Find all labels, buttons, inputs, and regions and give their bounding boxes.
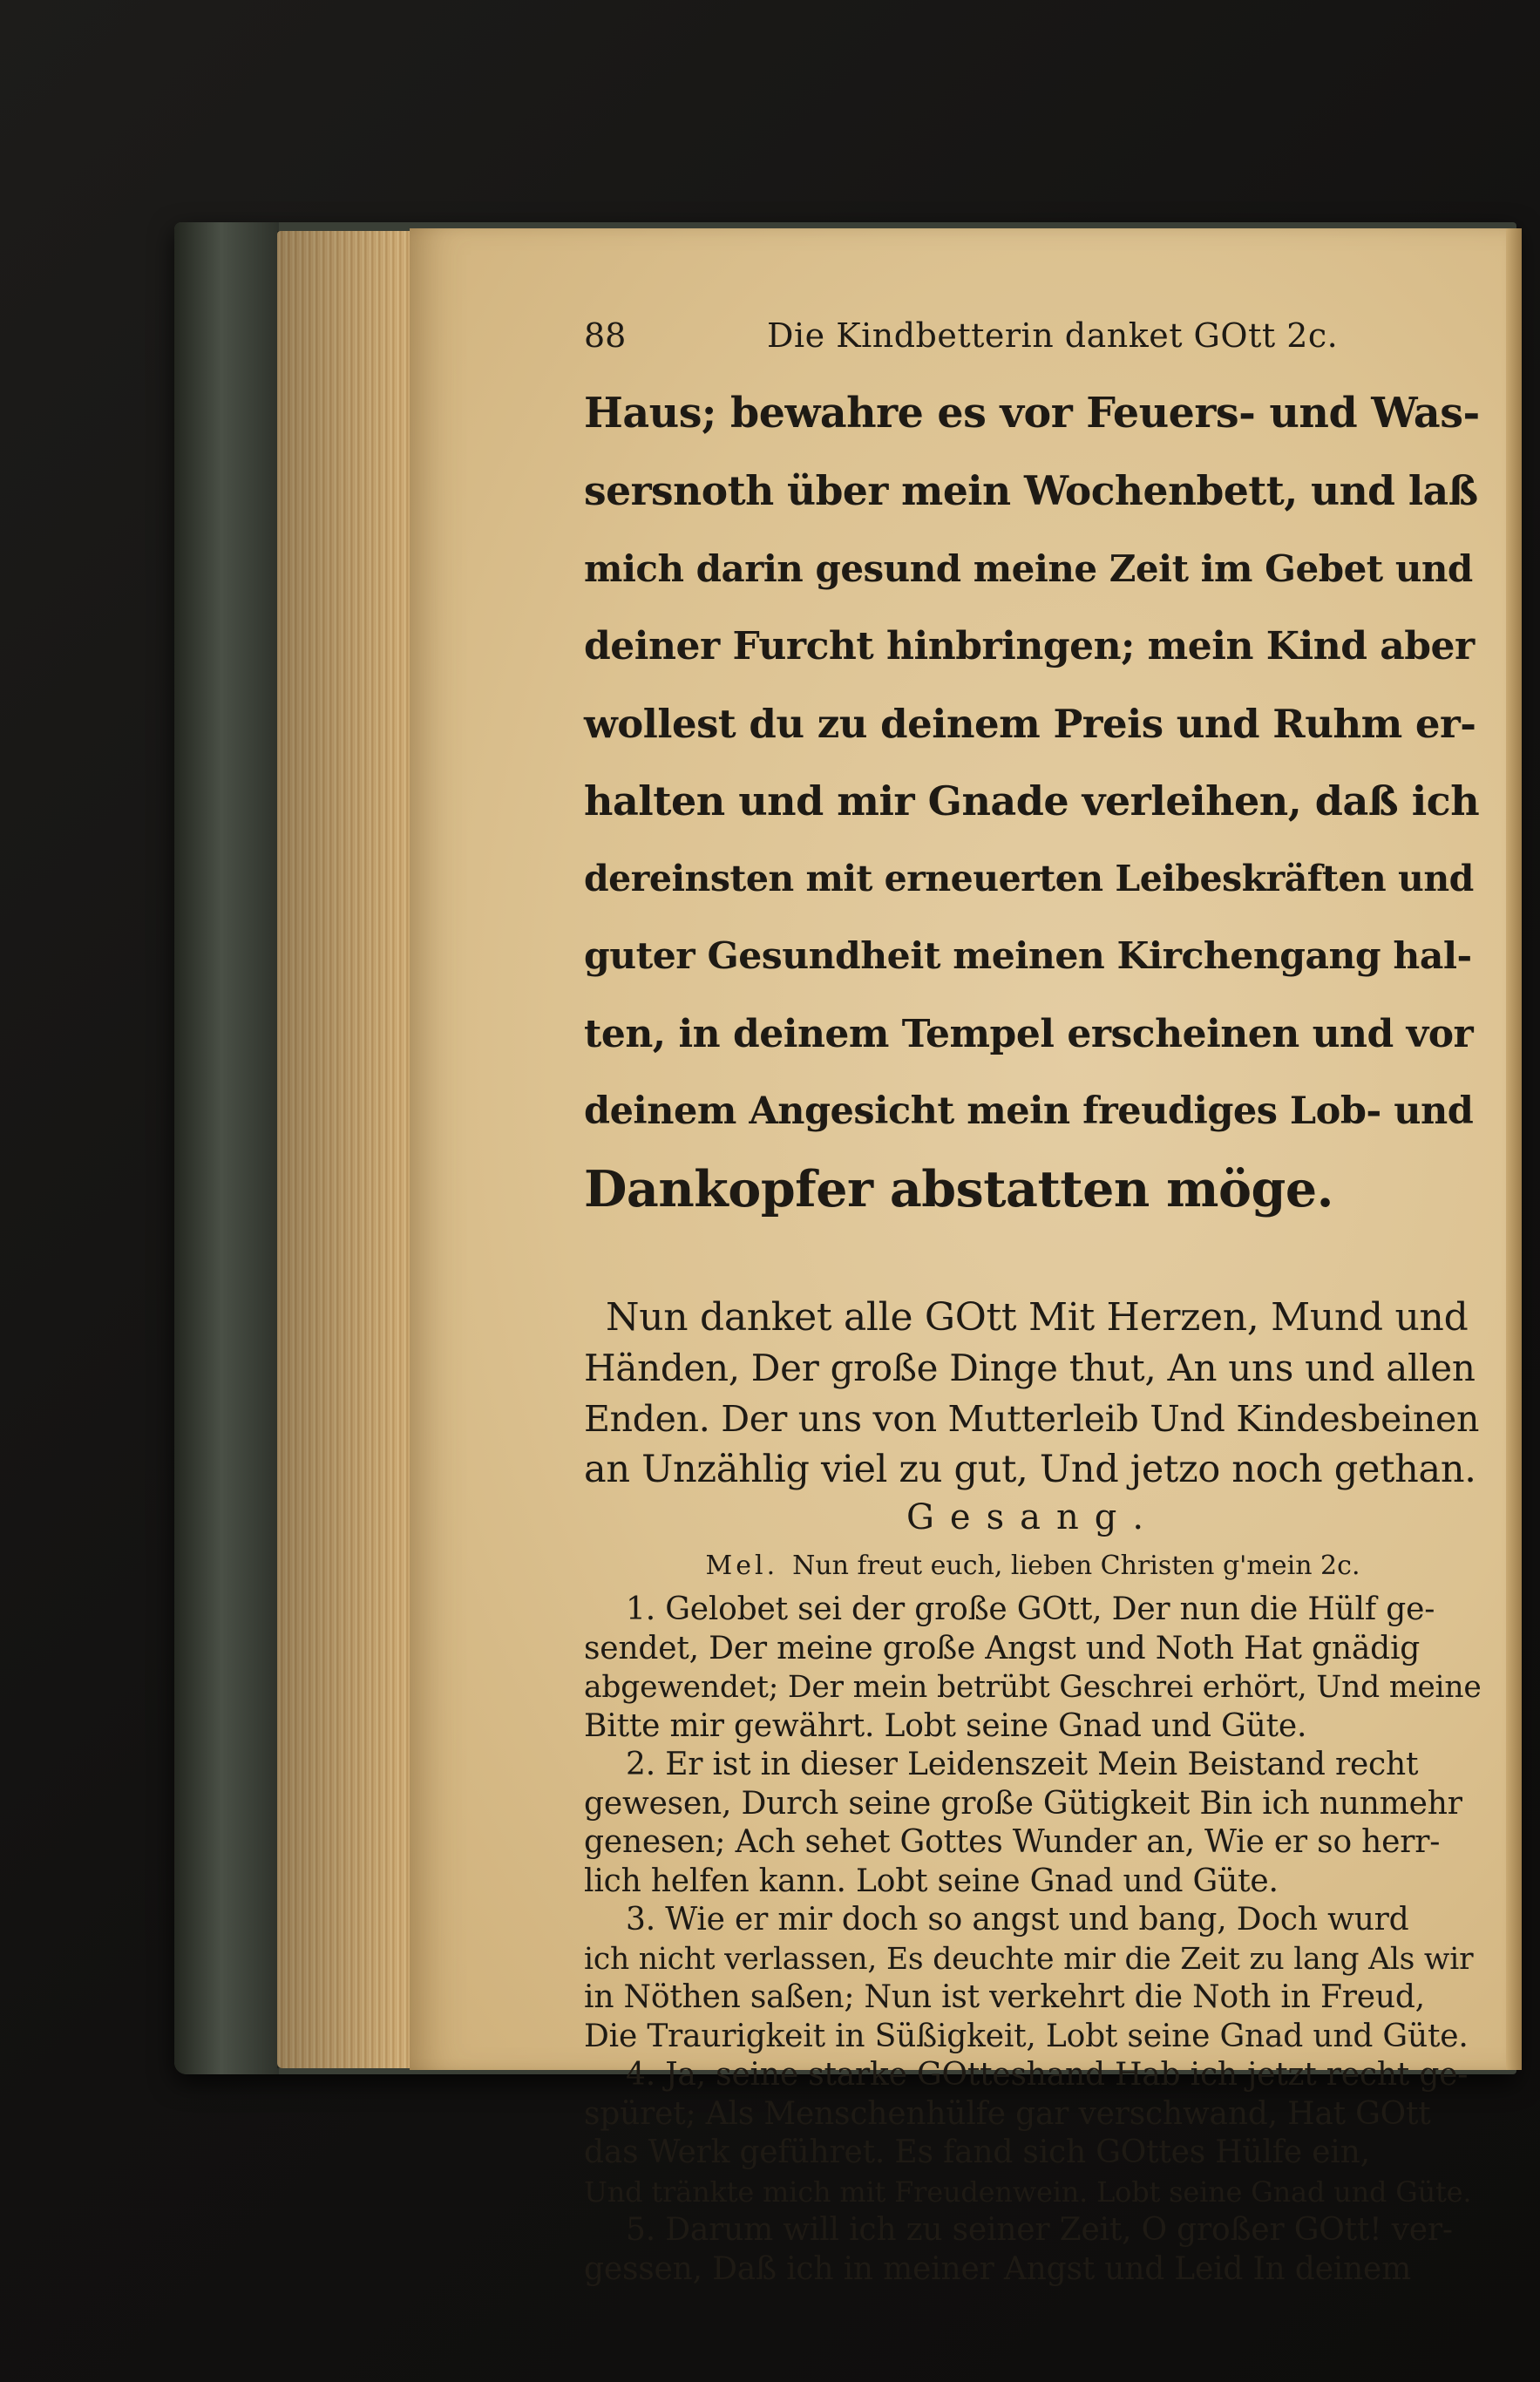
verse-line: in Nöthen saßen; Nun ist verkehrt die Noth in Freud, [584,1979,1425,2015]
page-right-edge [1506,228,1522,2070]
prayer-line: guter Gesundheit meinen Kirchengang hal- [584,934,1472,978]
verse-line: sendet, Der meine große Angst und Noth Hat gnädig [584,1630,1421,1666]
page-number: 88 [584,316,627,355]
verse-line: 2. Er ist in dieser Leidenszeit Mein Beistand recht [626,1747,1419,1782]
prayer-line: wollest du zu deinem Preis und Ruhm er- [584,701,1476,747]
prayer-line: Haus; bewahre es vor Feuers- und Was- [584,389,1480,438]
verse-line: Und tränkte mich mit Freudenwein. Lobt seine Gnad und Güte. [584,2175,1472,2209]
hymn-verses [584,1591,1482,2289]
verse-line: genesen; Ach sehet Gottes Wunder an, Wie er so herr- [584,1824,1441,1860]
prayer-paragraph [584,375,1482,1228]
chorale-paragraph [584,1293,1482,1495]
prayer-line: halten und mir Gnade verleihen, daß ich [584,777,1480,825]
prayer-line: deinem Angesicht mein freudiges Lob- und [584,1089,1474,1133]
verse-line: 5. Darum will ich zu seiner Zeit, O großer GOtt! ver- [626,2212,1453,2248]
verse-line: ich nicht verlassen, Es deuchte mir die Zeit zu lang Als wir [584,1941,1474,1977]
verse-line: Bitte mir gewährt. Lobt seine Gnad und Güte. [584,1707,1307,1744]
verse-line: lich helfen kann. Lobt seine Gnad und Güte. [584,1863,1279,1899]
verse-line: 4. Ja, seine starke GOtteshand Hab ich jetzt recht ge- [626,2057,1469,2093]
chorale-line: Händen, Der große Dinge thut, An uns und allen [584,1347,1476,1389]
verse-line: gessen, Daß ich in meiner Angst und Leid In deinem [584,2250,1412,2287]
verse-line: spüret; Als Menschenhülfe gar verschwand, Hat GOtt [584,2095,1431,2132]
prayer-line: dereinsten mit erneuerten Leibeskräften und [584,858,1474,899]
verse-line: gewesen, Durch seine große Gütigkeit Bin ich nunmehr [584,1785,1462,1822]
chorale-line: an Unzählig viel zu gut, Und jetzo noch gethan. [584,1448,1476,1491]
melody-label: Mel. [705,1551,779,1581]
prayer-line: Dankopfer abstatten möge. [584,1160,1333,1218]
verse-line: 1. Gelobet sei der große GOtt, Der nun die Hülf ge- [626,1591,1435,1627]
verse-line: Die Traurigkeit in Süßigkeit, Lobt seine Gnad und Güte. [584,2018,1469,2054]
hymn-title: Gesang. [906,1497,1160,1537]
verse-line: abgewendet; Der mein betrübt Geschrei erhört, Und meine [584,1670,1482,1705]
chorale-line: Enden. Der uns von Mutterleib Und Kindesbeinen [584,1398,1480,1440]
verse-line: das Werk geführet. Es fand sich GOttes Hülfe ein, [584,2134,1370,2170]
running-head [584,309,1482,362]
chorale-line: Nun danket alle GOtt Mit Herzen, Mund und [606,1295,1469,1340]
verse-line: 3. Wie er mir doch so angst und bang, Doch wurd [626,1902,1409,1937]
melody-text: Nun freut euch, lieben Christen g'mein 2c. [792,1551,1360,1581]
prayer-line: sersnoth über mein Wochenbett, und laß [584,467,1478,514]
hymn-melody [584,1547,1482,1585]
running-head-title: Die Kindbetterin danket GOtt 2c. [767,316,1339,355]
prayer-line: deiner Furcht hinbringen; mein Kind aber [584,624,1475,668]
book-spine [174,222,279,2074]
prayer-line: ten, in deinem Tempel erscheinen und vor [584,1012,1474,1056]
prayer-line: mich darin gesund meine Zeit im Gebet und [584,547,1473,590]
